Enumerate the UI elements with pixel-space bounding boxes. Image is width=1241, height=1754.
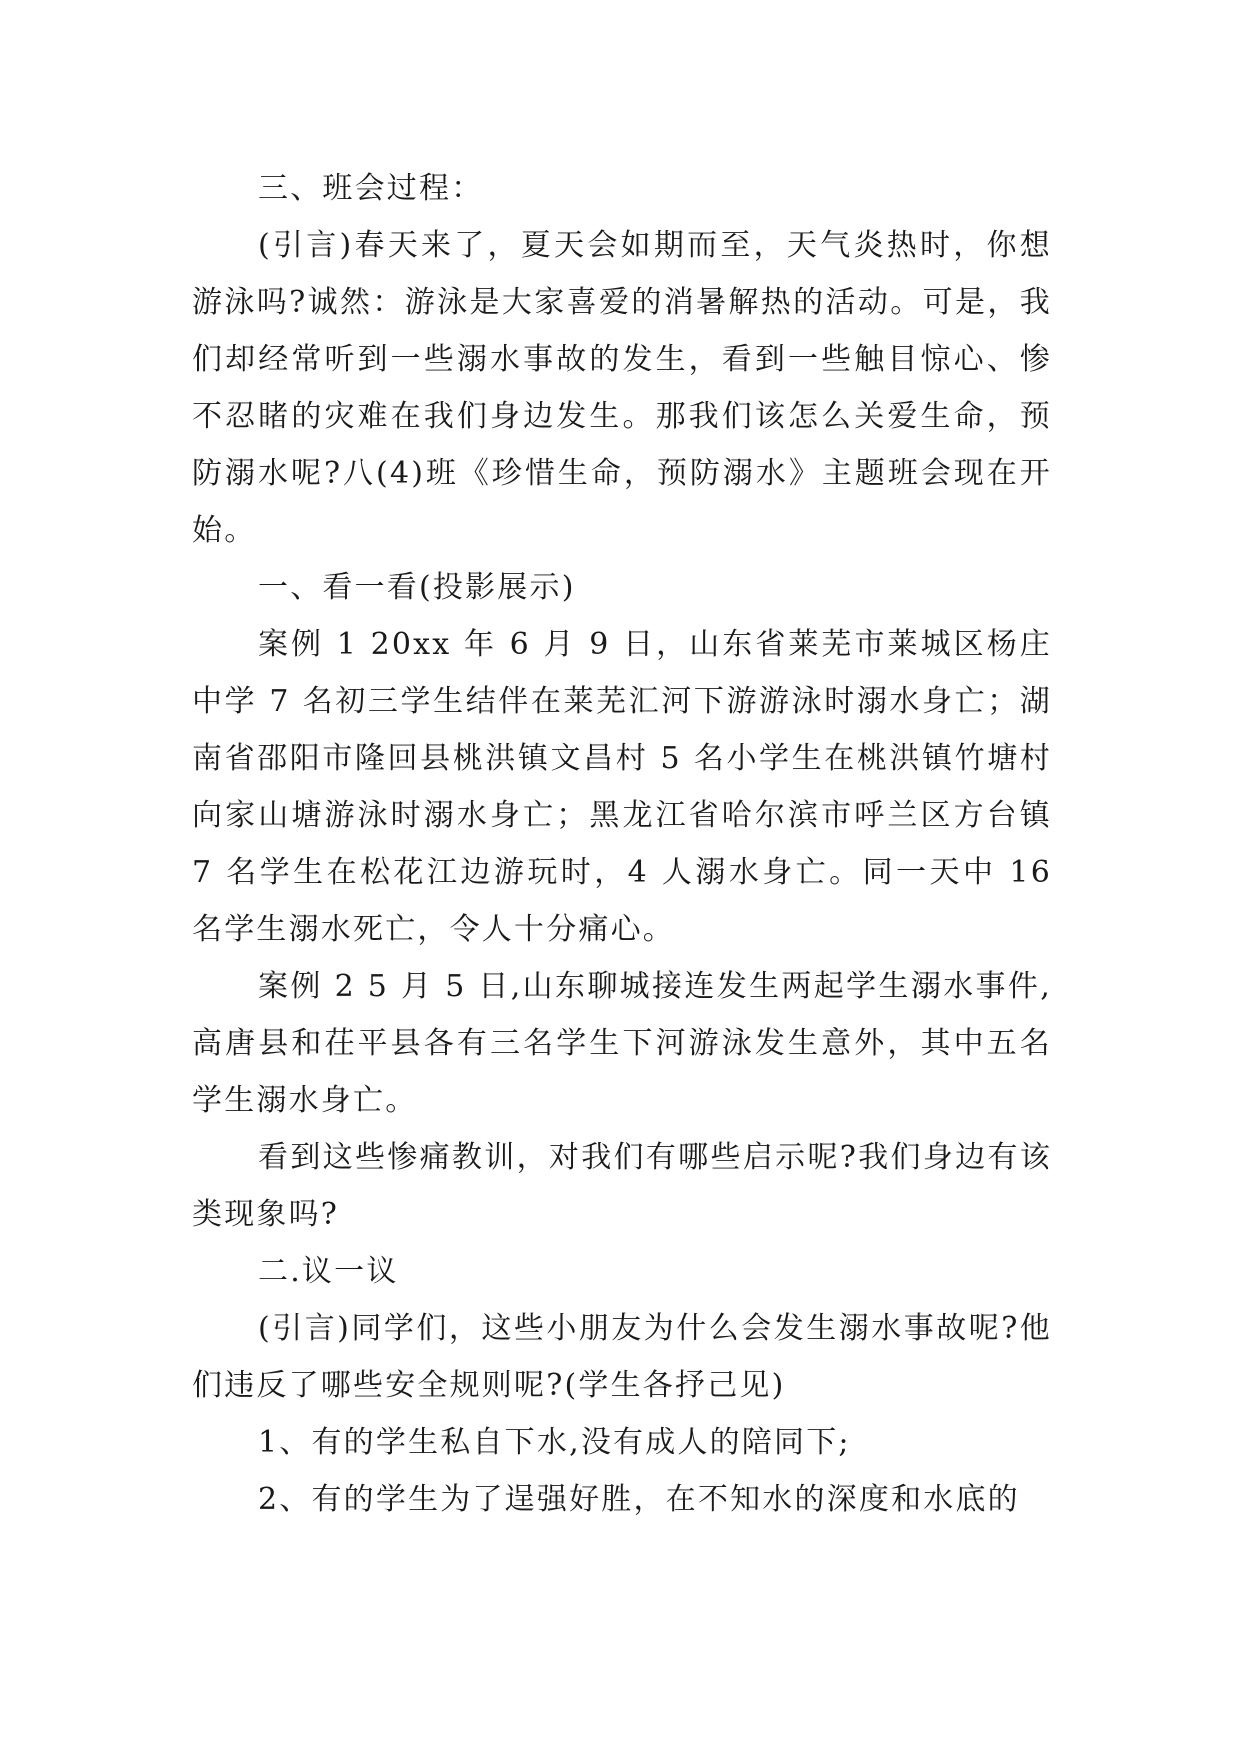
paragraph-case-2: 案例 2 5 月 5 日,山东聊城接连发生两起学生溺水事件,高唐县和茌平县各有三名学生下河游泳发生意外，其中五名学生溺水身亡。 <box>192 969 1052 1118</box>
paragraph-introduction: (引言)春天来了，夏天会如期而至，天气炎热时，你想游泳吗?诚然：游泳是大家喜爱的消暑解热的活动。可是，我们却经常听到一些溺水事故的发生，看到一些触目惊心、惨不忍睹的灾难在我们身边发生。那我们该怎么关爱生命，预防溺水呢?八(4)班《珍惜生命，预防溺水》主题班会现在开始。 <box>192 228 1052 548</box>
paragraph-discussion-intro: (引言)同学们，这些小朋友为什么会发生溺水事故呢?他们违反了哪些安全规则呢?(学生各抒己见) <box>192 1311 1052 1403</box>
section-heading-class-meeting-process: 三、班会过程： <box>258 171 484 206</box>
paragraph-reflection: 看到这些惨痛教训，对我们有哪些启示呢?我们身边有该类现象吗? <box>192 1140 1052 1232</box>
paragraph-case-1: 案例 1 20xx 年 6 月 9 日，山东省莱芜市莱城区杨庄中学 7 名初三学生结伴在莱芜汇河下游游泳时溺水身亡；湖南省邵阳市隆回县桃洪镇文昌村 5 名小学生在桃洪镇竹塘村向家山塘游泳时溺水身亡；黑龙江省哈尔滨市呼兰区方台镇 7 名学生在松花江边游玩时，4 人溺水身亡。同一天中 16 名学生溺水死亡，令人十分痛心。 <box>192 627 1052 947</box>
document-body <box>192 160 1052 1528</box>
list-item-reason-1: 1、有的学生私自下水,没有成人的陪同下; <box>258 1425 851 1460</box>
list-item-reason-2: 2、有的学生为了逞强好胜，在不知水的深度和水底的 <box>258 1482 1020 1517</box>
section-heading-look: 一、看一看(投影展示) <box>258 570 576 605</box>
section-heading-discuss: 二.议一议 <box>258 1254 399 1289</box>
